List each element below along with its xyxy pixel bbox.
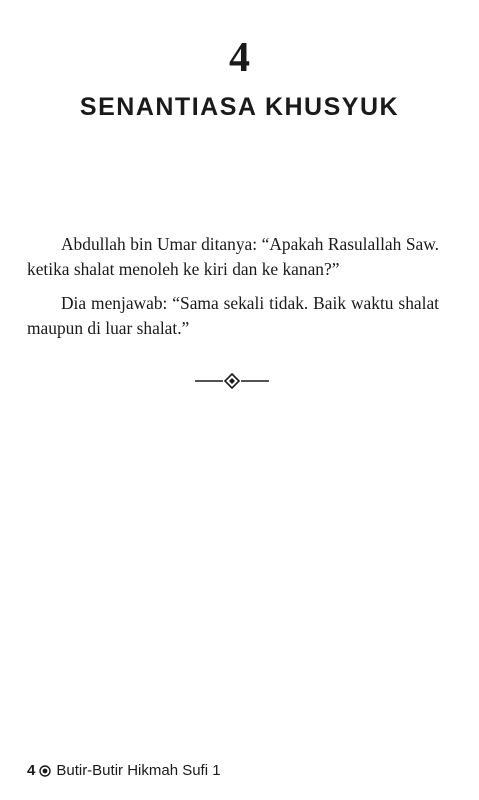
chapter-title: SENANTIASA KHUSYUK [79,93,400,121]
paragraph-question: Abdullah bin Umar ditanya: “Apakah Rasulallah Saw. ketika shalat menoleh ke kiri dan ke kanan?” [27,234,439,279]
page-number: 4 [27,762,36,779]
chapter-body [27,232,439,350]
chapter-number: 4 [229,35,250,81]
book-title: Butir-Butir Hikmah Sufi 1 [56,762,221,779]
paragraph-answer: Dia menjawab: “Sama sekali tidak. Baik waktu shalat maupun di luar shalat.” [27,293,439,338]
page-footer [27,760,221,782]
diamond-divider-icon [195,373,269,389]
circled-dot-icon [39,765,51,777]
